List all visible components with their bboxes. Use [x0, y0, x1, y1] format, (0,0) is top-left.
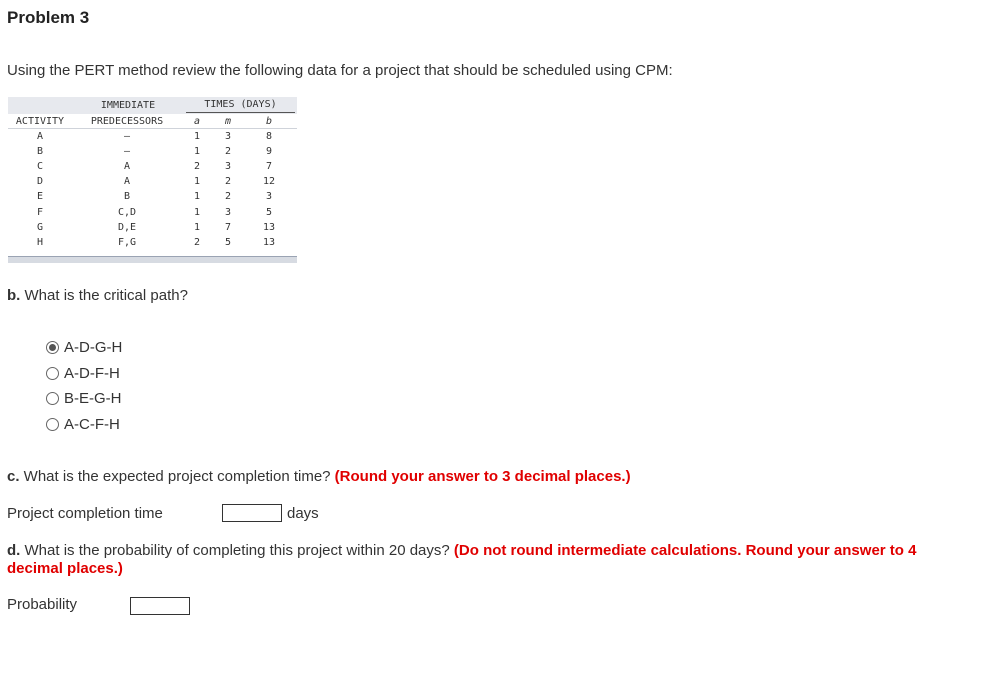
option-label: B-E-G-H — [64, 390, 122, 407]
completion-time-label: Project completion time — [7, 505, 163, 522]
header-b: b — [265, 116, 273, 127]
radio-button[interactable] — [46, 392, 59, 405]
time-m-cell: 2 — [224, 191, 232, 203]
radio-button[interactable] — [46, 341, 59, 354]
predecessors-cell: — — [123, 146, 131, 158]
question-d-label: d. — [7, 542, 21, 559]
time-b-cell: 5 — [265, 206, 273, 218]
question-d-note-1: (Do not round intermediate calculations. Round your answer to 4 — [453, 542, 917, 559]
time-m-cell: 5 — [224, 236, 232, 248]
critical-path-option[interactable] — [46, 390, 122, 407]
time-a-cell: 1 — [193, 146, 201, 158]
probability-input[interactable] — [130, 597, 190, 615]
time-a-cell: 1 — [193, 221, 201, 233]
time-a-cell: 1 — [193, 176, 201, 188]
table-header-divider — [8, 128, 297, 129]
question-c — [7, 468, 631, 485]
predecessors-cell: A — [123, 176, 131, 188]
completion-time-unit: days — [287, 505, 319, 522]
time-m-cell: 3 — [224, 206, 232, 218]
radio-button[interactable] — [46, 418, 59, 431]
question-c-note: (Round your answer to 3 decimal places.) — [334, 468, 631, 485]
time-b-cell: 9 — [265, 146, 273, 158]
activity-cell: D — [36, 176, 44, 188]
critical-path-option[interactable] — [46, 365, 120, 382]
question-b-text: What is the critical path? — [20, 287, 188, 304]
activity-cell: E — [36, 191, 44, 203]
question-d — [7, 542, 916, 559]
activity-cell: F — [36, 206, 44, 218]
header-predecessors: PREDECESSORS — [90, 116, 164, 127]
predecessors-cell: B — [123, 191, 131, 203]
option-label: A-C-F-H — [64, 415, 120, 433]
time-m-cell: 3 — [224, 131, 232, 142]
problem-title: Problem 3 — [7, 8, 90, 27]
critical-path-option[interactable] — [46, 416, 120, 433]
option-label: A-D-G-H — [64, 339, 123, 356]
radio-button[interactable] — [46, 367, 59, 380]
time-m-cell: 7 — [224, 221, 232, 233]
predecessors-cell: A — [123, 161, 131, 173]
header-immediate: IMMEDIATE — [100, 100, 156, 111]
question-b — [7, 287, 188, 304]
activity-cell: C — [36, 161, 44, 173]
question-d-note-2: decimal places.) — [7, 560, 123, 577]
time-m-cell: 2 — [224, 176, 232, 188]
question-d-text: What is the probability of completing this project within 20 days? — [20, 542, 454, 559]
time-a-cell: 1 — [193, 131, 201, 142]
activity-cell: B — [36, 146, 44, 158]
question-c-text: What is the expected project completion time? — [19, 468, 335, 485]
predecessors-cell: C,D — [117, 206, 137, 218]
activity-cell: G — [36, 221, 44, 233]
time-b-cell: 13 — [262, 221, 276, 233]
time-b-cell: 12 — [262, 176, 276, 188]
time-m-cell: 2 — [224, 146, 232, 158]
table-footer-bar — [8, 256, 297, 263]
time-m-cell: 3 — [224, 161, 232, 173]
option-label: A-D-F-H — [64, 364, 120, 382]
header-a: a — [193, 116, 201, 127]
time-b-cell: 7 — [265, 161, 273, 173]
time-a-cell: 1 — [193, 191, 201, 203]
time-a-cell: 2 — [193, 236, 201, 248]
critical-path-option[interactable] — [46, 339, 122, 356]
times-header-rule — [186, 112, 295, 113]
time-b-cell: 13 — [262, 236, 276, 248]
predecessors-cell: F,G — [117, 236, 137, 248]
question-b-label: b. — [7, 287, 21, 304]
predecessors-cell: D,E — [117, 221, 137, 233]
time-a-cell: 2 — [193, 161, 201, 173]
header-m: m — [224, 116, 232, 127]
predecessors-cell: — — [123, 131, 131, 142]
problem-intro: Using the PERT method review the following data for a project that should be scheduled using CPM: — [7, 62, 673, 79]
question-c-label: c. — [7, 468, 20, 485]
probability-label: Probability — [7, 596, 78, 613]
completion-time-input[interactable] — [222, 504, 282, 522]
header-times: TIMES (DAYS) — [204, 99, 277, 110]
pert-data-table — [8, 97, 297, 262]
activity-cell: A — [36, 131, 44, 142]
time-b-cell: 8 — [265, 131, 273, 142]
time-a-cell: 1 — [193, 206, 201, 218]
header-activity: ACTIVITY — [15, 116, 65, 127]
time-b-cell: 3 — [265, 191, 273, 203]
activity-cell: H — [36, 236, 44, 248]
